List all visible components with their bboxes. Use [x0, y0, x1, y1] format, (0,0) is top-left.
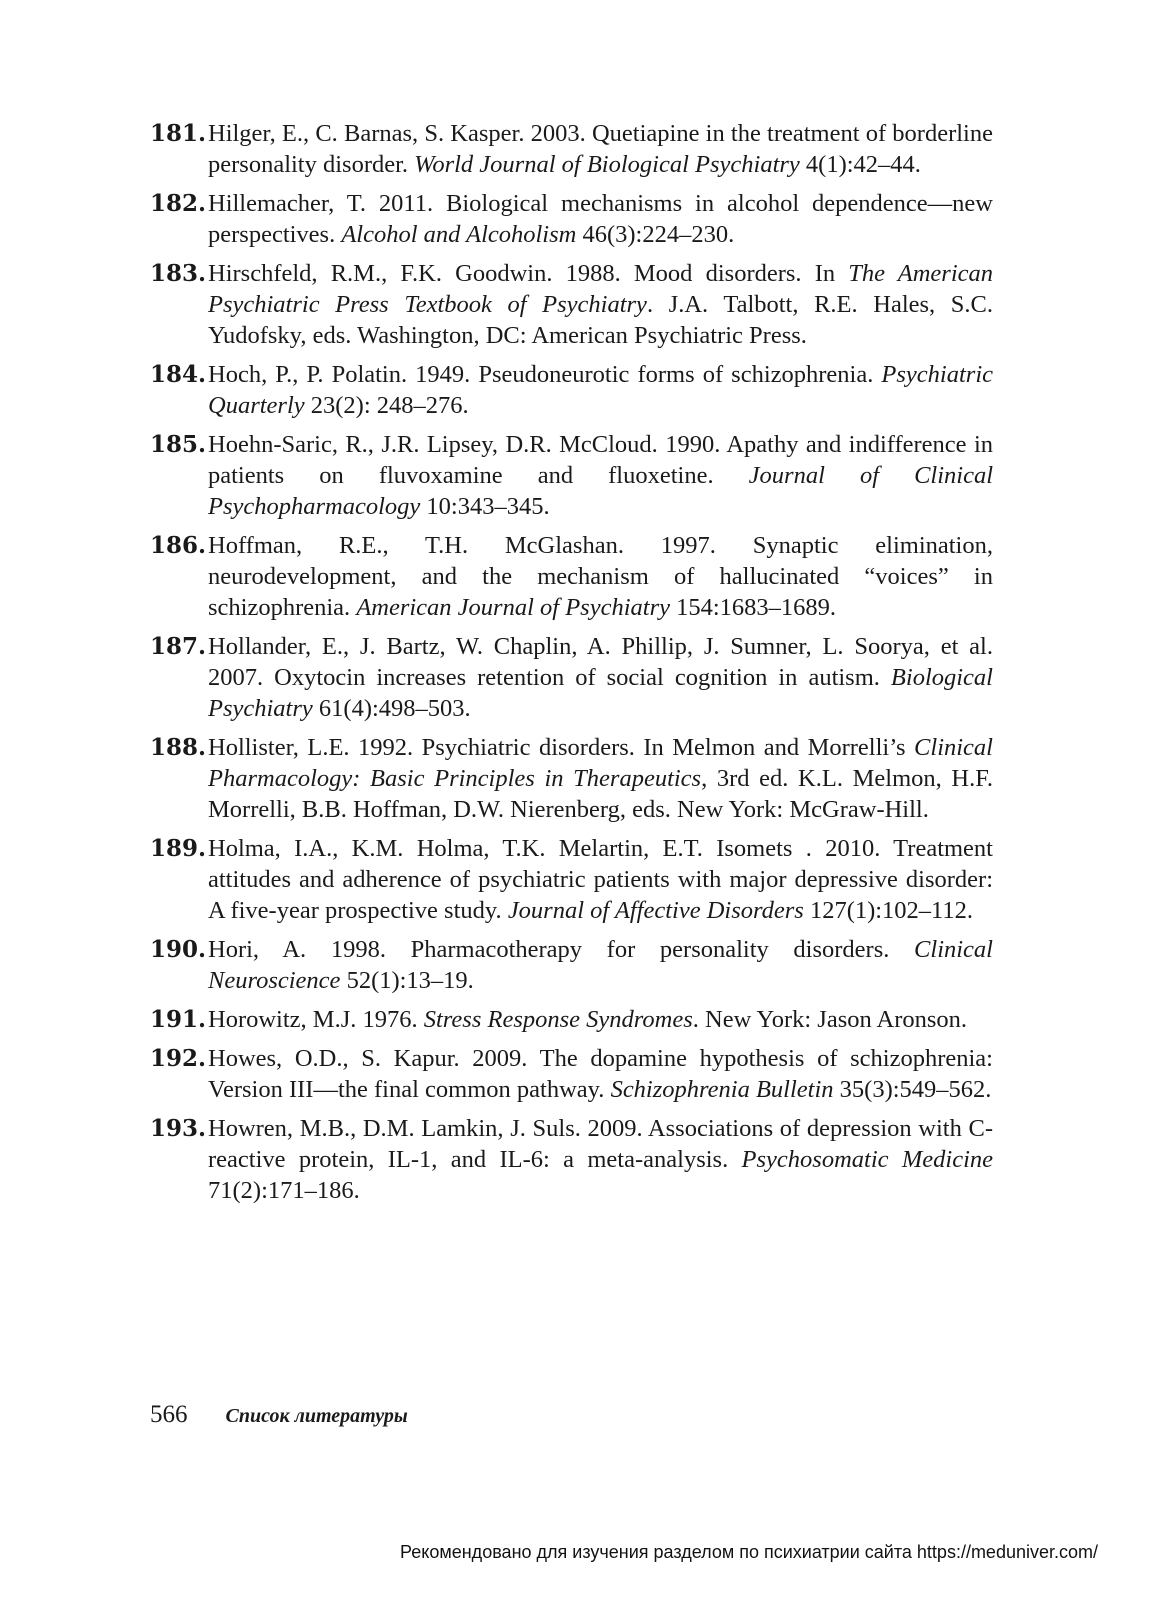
reference-text-segment: 71(2):171–186. — [208, 1177, 360, 1204]
reference-source-title: Journal of Affective Disorders — [507, 897, 804, 924]
reference-item — [150, 732, 993, 825]
reference-item — [150, 631, 993, 724]
reference-text — [208, 1004, 993, 1035]
reference-text-segment: Hilger, E., C. Barnas, S. Kasper. 2003. Quetiapine in the treatment of borderline personality disorder. — [208, 120, 993, 178]
reference-number: 187. — [150, 633, 207, 660]
reference-text — [208, 833, 993, 926]
reference-item — [150, 530, 993, 623]
reference-text-segment: 4(1):42–44. — [799, 151, 921, 178]
reference-item — [150, 429, 993, 522]
reference-source-title: Stress Response Syndromes — [423, 1006, 693, 1033]
reference-text-segment: . New York: Jason Aronson. — [692, 1006, 968, 1033]
reference-source-title: American Journal of Psychiatry — [356, 594, 670, 621]
reference-text-segment: 127(1):102–112. — [803, 897, 974, 924]
reference-number: 189. — [150, 835, 207, 862]
reference-number: 192. — [150, 1045, 207, 1072]
reference-text — [208, 118, 993, 180]
reference-item — [150, 188, 993, 250]
reference-item — [150, 118, 993, 180]
reference-text-segment: 61(4):498–503. — [312, 695, 471, 722]
reference-text-segment: Hirschfeld, R.M., F.K. Goodwin. 1988. Mood disorders. In — [208, 260, 849, 287]
reference-text-segment: , 3rd ed. K.L. Melmon, H.F. Morrelli, B.B. Hoffman, D.W. Nierenberg, eds. New York: McGraw-Hill. — [208, 765, 993, 823]
reference-item — [150, 833, 993, 926]
reference-item — [150, 258, 993, 351]
reference-number: 183. — [150, 260, 207, 287]
reference-text-segment: Howes, O.D., S. Kapur. 2009. The dopamine hypothesis of schizophrenia: Version III—the final common pathway. — [208, 1045, 993, 1103]
reference-text-segment: Hoffman, R.E., T.H. McGlashan. 1997. Synaptic elimination, neurodevelopment, and the mechanism of hallucinated “voices” in schizophrenia. — [208, 532, 993, 621]
reference-source-title: Psychiatric Quarterly — [208, 361, 993, 419]
reference-text-segment: 23(2): 248–276. — [304, 392, 469, 419]
reference-text-segment: 46(3):224–230. — [576, 221, 735, 248]
reference-item — [150, 934, 993, 996]
reference-source-title: World Journal of Biological Psychiatry — [414, 151, 800, 178]
reference-number: 184. — [150, 361, 207, 388]
reference-text-segment: . J.A. Talbott, R.E. Hales, S.C. Yudofsky, eds. Washington, DC: American Psychiatric Press. — [208, 291, 993, 349]
reference-text-segment: Hillemacher, T. 2011. Biological mechanisms in alcohol dependence—new perspectives. — [208, 190, 993, 248]
reference-text — [208, 530, 993, 623]
reference-item — [150, 1004, 993, 1035]
reference-text-segment: Hollander, E., J. Bartz, W. Chaplin, A. Phillip, J. Sumner, L. Soorya, et al. 2007. Oxytocin increases retention of social cognition in autism. — [208, 633, 993, 691]
reference-text-segment: Hoch, P., P. Polatin. 1949. Pseudoneurotic forms of schizophrenia. — [208, 361, 882, 388]
reference-number: 191. — [150, 1006, 207, 1033]
site-watermark: Рекомендовано для изучения разделом по психиатрии сайта https://meduniver.com/ — [400, 1542, 1098, 1562]
reference-number: 188. — [150, 734, 207, 761]
reference-text — [208, 934, 993, 996]
reference-list — [150, 118, 993, 1214]
reference-text-segment: 154:1683–1689. — [669, 594, 837, 621]
reference-item — [150, 1043, 993, 1105]
reference-text-segment: Hoehn-Saric, R., J.R. Lipsey, D.R. McCloud. 1990. Apathy and indifference in patients on fluvoxamine and fluoxetine. — [208, 431, 993, 489]
reference-number: 185. — [150, 431, 207, 458]
reference-number: 181. — [150, 120, 207, 147]
reference-text — [208, 732, 993, 825]
reference-source-title: Clinical Neuroscience — [208, 936, 993, 994]
running-title: Список литературы — [225, 1405, 408, 1427]
reference-text — [208, 429, 993, 522]
reference-text-segment: Hori, A. 1998. Pharmacotherapy for personality disorders. — [208, 936, 915, 963]
reference-text — [208, 631, 993, 724]
reference-text-segment: 35(3):549–562. — [833, 1076, 992, 1103]
page-footer — [150, 1401, 408, 1429]
reference-text-segment: 10:343–345. — [420, 493, 550, 520]
reference-text — [208, 1043, 993, 1105]
reference-source-title: Alcohol and Alcoholism — [341, 221, 577, 248]
reference-text — [208, 258, 993, 351]
reference-source-title: Clinical Pharmacology: Basic Principles in Therapeutics — [208, 734, 993, 792]
reference-source-title: Journal of Clinical Psychopharmacology — [208, 462, 994, 520]
reference-source-title: Biological Psychiatry — [208, 664, 993, 722]
reference-text-segment: Horowitz, M.J. 1976. — [208, 1006, 424, 1033]
reference-source-title: Psychosomatic Medicine — [741, 1146, 994, 1173]
reference-text-segment: Holma, I.A., K.M. Holma, T.K. Melartin, E.T. Isomets . 2010. Treatment attitudes and adherence of psychiatric patients with major depressive disorder: A five-year prospective study. — [208, 835, 993, 924]
reference-item — [150, 359, 993, 421]
reference-text-segment: Hollister, L.E. 1992. Psychiatric disorders. In Melmon and Morrelli’s — [208, 734, 915, 761]
reference-source-title: The American Psychiatric Press Textbook of Psychiatry — [208, 260, 994, 318]
reference-text-segment: 52(1):13–19. — [340, 967, 474, 994]
reference-text — [208, 188, 993, 250]
reference-text — [208, 359, 993, 421]
reference-number: 190. — [150, 936, 207, 963]
reference-item — [150, 1113, 993, 1206]
reference-number: 193. — [150, 1115, 207, 1142]
reference-text — [208, 1113, 993, 1206]
reference-number: 182. — [150, 190, 207, 217]
reference-source-title: Schizophrenia Bulletin — [610, 1076, 834, 1103]
reference-number: 186. — [150, 532, 207, 559]
reference-text-segment: Howren, M.B., D.M. Lamkin, J. Suls. 2009. Associations of depression with C-reactive protein, IL-1, and IL-6: a meta-analysis. — [208, 1115, 993, 1173]
page-number: 566 — [150, 1401, 188, 1428]
